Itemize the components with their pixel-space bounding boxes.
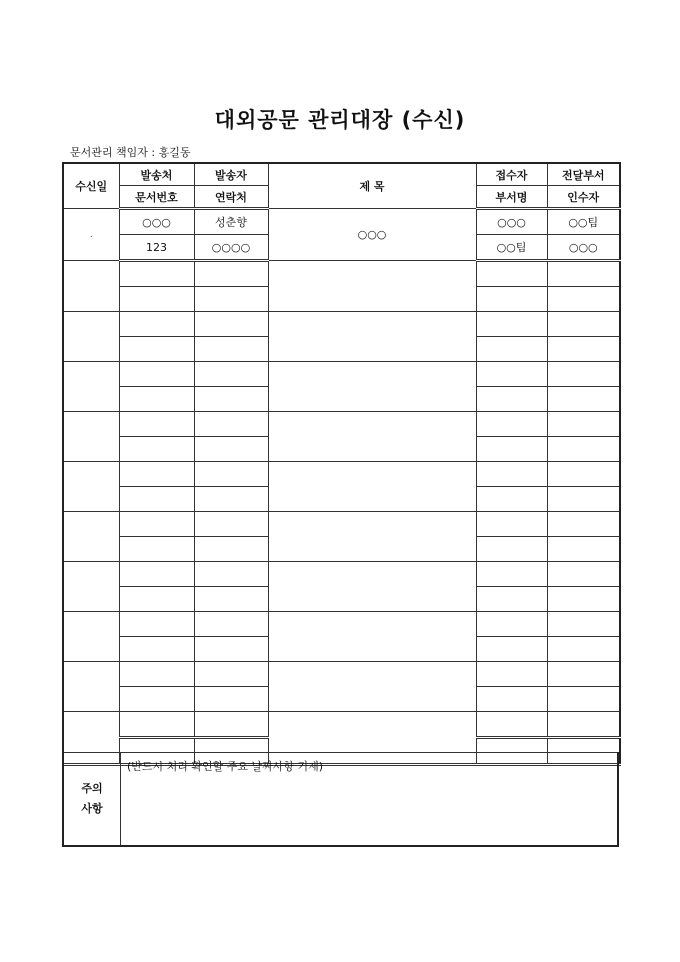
table-row bbox=[63, 312, 620, 337]
header-contact: 연락처 bbox=[194, 186, 268, 209]
contact-cell[interactable] bbox=[194, 687, 268, 712]
notes-label-line2: 사항 bbox=[81, 802, 103, 815]
dept-cell[interactable] bbox=[476, 287, 547, 312]
sender-cell[interactable] bbox=[194, 562, 268, 587]
header-sender-org: 발송처 bbox=[119, 163, 194, 186]
table-row bbox=[63, 261, 620, 287]
sender-org-cell[interactable] bbox=[119, 261, 194, 287]
notes-text[interactable]: (반드시 처리 확인할 주요 날짜사항 기재) bbox=[121, 753, 619, 847]
deliver-dept-cell[interactable] bbox=[547, 462, 620, 487]
sender-cell[interactable] bbox=[194, 512, 268, 537]
receiver-cell[interactable] bbox=[476, 662, 547, 687]
subject-cell[interactable] bbox=[268, 261, 476, 312]
contact-cell[interactable] bbox=[194, 437, 268, 462]
subject-cell[interactable] bbox=[268, 412, 476, 462]
sender-cell[interactable] bbox=[194, 261, 268, 287]
received-date-cell[interactable] bbox=[63, 612, 119, 662]
header-dept: 부서명 bbox=[476, 186, 547, 209]
recipient-cell[interactable] bbox=[547, 337, 620, 362]
recipient-cell[interactable] bbox=[547, 587, 620, 612]
deliver-dept-cell[interactable] bbox=[547, 612, 620, 637]
doc-number-cell[interactable] bbox=[119, 537, 194, 562]
deliver-dept-cell[interactable] bbox=[547, 312, 620, 337]
contact-cell[interactable] bbox=[194, 387, 268, 412]
dept-cell[interactable] bbox=[476, 687, 547, 712]
doc-number-cell[interactable] bbox=[119, 687, 194, 712]
sender-org-cell[interactable] bbox=[119, 362, 194, 387]
doc-number-cell[interactable] bbox=[119, 437, 194, 462]
example-deliver-dept-cell[interactable]: ○○팀 bbox=[547, 209, 620, 235]
deliver-dept-cell[interactable] bbox=[547, 662, 620, 687]
example-receiver-cell[interactable]: ○○○ bbox=[476, 209, 547, 235]
header-received-date: 수신일 bbox=[63, 163, 119, 209]
subject-cell[interactable] bbox=[268, 362, 476, 412]
recipient-cell[interactable] bbox=[547, 487, 620, 512]
sender-cell[interactable] bbox=[194, 312, 268, 337]
contact-cell[interactable] bbox=[194, 337, 268, 362]
dept-cell[interactable] bbox=[476, 587, 547, 612]
deliver-dept-cell[interactable] bbox=[547, 412, 620, 437]
dept-cell[interactable] bbox=[476, 337, 547, 362]
recipient-cell[interactable] bbox=[547, 437, 620, 462]
sender-org-cell[interactable] bbox=[119, 312, 194, 337]
sender-org-cell[interactable] bbox=[119, 612, 194, 637]
notes-table bbox=[62, 752, 619, 847]
subject-cell[interactable] bbox=[268, 512, 476, 562]
example-subject-cell[interactable]: ○○○ bbox=[268, 209, 476, 261]
receiver-cell[interactable] bbox=[476, 412, 547, 437]
example-dept-cell[interactable]: ○○팀 bbox=[476, 235, 547, 261]
receiver-cell[interactable] bbox=[476, 712, 547, 738]
contact-cell[interactable] bbox=[194, 587, 268, 612]
dept-cell[interactable] bbox=[476, 637, 547, 662]
table-row bbox=[63, 512, 620, 537]
subject-cell[interactable] bbox=[268, 462, 476, 512]
contact-cell[interactable] bbox=[194, 487, 268, 512]
recipient-cell[interactable] bbox=[547, 287, 620, 312]
table-row bbox=[63, 362, 620, 387]
subject-cell[interactable] bbox=[268, 312, 476, 362]
sender-cell[interactable] bbox=[194, 662, 268, 687]
receiver-cell[interactable] bbox=[476, 612, 547, 637]
header-recipient: 인수자 bbox=[547, 186, 620, 209]
dept-cell[interactable] bbox=[476, 387, 547, 412]
doc-number-cell[interactable] bbox=[119, 337, 194, 362]
table-row bbox=[63, 712, 620, 738]
receiver-cell[interactable] bbox=[476, 362, 547, 387]
recipient-cell[interactable] bbox=[547, 537, 620, 562]
sender-cell[interactable] bbox=[194, 412, 268, 437]
header-receiver: 접수자 bbox=[476, 163, 547, 186]
header-doc-number: 문서번호 bbox=[119, 186, 194, 209]
notes-label bbox=[63, 753, 121, 847]
sender-org-cell[interactable] bbox=[119, 512, 194, 537]
example-recipient-cell[interactable]: ○○○ bbox=[547, 235, 620, 261]
header-subject: 제 목 bbox=[268, 163, 476, 209]
sender-cell[interactable] bbox=[194, 462, 268, 487]
sender-cell[interactable] bbox=[194, 362, 268, 387]
table-row bbox=[63, 562, 620, 587]
doc-number-cell[interactable] bbox=[119, 487, 194, 512]
received-date-cell[interactable] bbox=[63, 312, 119, 362]
notes-label-line1: 주의 bbox=[81, 782, 103, 795]
sender-org-cell[interactable] bbox=[119, 662, 194, 687]
table-row bbox=[63, 462, 620, 487]
received-date-cell[interactable] bbox=[63, 362, 119, 412]
page-title: 대외공문 관리대장 (수신) bbox=[214, 108, 466, 132]
sender-org-cell[interactable] bbox=[119, 562, 194, 587]
recipient-cell[interactable] bbox=[547, 687, 620, 712]
contact-cell[interactable] bbox=[194, 287, 268, 312]
sender-org-cell[interactable] bbox=[119, 462, 194, 487]
example-sender-org-cell[interactable]: ○○○ bbox=[119, 209, 194, 235]
ledger-table bbox=[62, 162, 621, 766]
doc-number-cell[interactable] bbox=[119, 637, 194, 662]
example-sender-cell[interactable]: 성춘향 bbox=[194, 209, 268, 235]
subject-cell[interactable] bbox=[268, 562, 476, 612]
contact-cell[interactable] bbox=[194, 537, 268, 562]
recipient-cell[interactable] bbox=[547, 387, 620, 412]
subject-cell[interactable] bbox=[268, 612, 476, 662]
received-date-cell[interactable] bbox=[63, 662, 119, 712]
receiver-cell[interactable] bbox=[476, 562, 547, 587]
received-date-cell[interactable] bbox=[63, 412, 119, 462]
document-manager: 문서관리 책임자 : 홍길동 bbox=[70, 146, 191, 159]
table-row bbox=[63, 612, 620, 637]
doc-number-cell[interactable] bbox=[119, 287, 194, 312]
subject-cell[interactable] bbox=[268, 662, 476, 712]
received-date-cell[interactable] bbox=[63, 261, 119, 312]
table-row bbox=[63, 412, 620, 437]
sender-org-cell[interactable] bbox=[119, 412, 194, 437]
deliver-dept-cell[interactable] bbox=[547, 512, 620, 537]
example-doc-number-cell[interactable]: 123 bbox=[119, 235, 194, 261]
sender-org-cell[interactable] bbox=[119, 712, 194, 738]
received-date-cell[interactable] bbox=[63, 562, 119, 612]
deliver-dept-cell[interactable] bbox=[547, 712, 620, 738]
doc-number-cell[interactable] bbox=[119, 587, 194, 612]
receiver-cell[interactable] bbox=[476, 462, 547, 487]
contact-cell[interactable] bbox=[194, 637, 268, 662]
dept-cell[interactable] bbox=[476, 437, 547, 462]
sender-cell[interactable] bbox=[194, 612, 268, 637]
receiver-cell[interactable] bbox=[476, 261, 547, 287]
receiver-cell[interactable] bbox=[476, 312, 547, 337]
deliver-dept-cell[interactable] bbox=[547, 261, 620, 287]
header-deliver-dept: 전달부서 bbox=[547, 163, 620, 186]
example-date-cell[interactable]: . bbox=[63, 209, 119, 261]
sender-cell[interactable] bbox=[194, 712, 268, 738]
received-date-cell[interactable] bbox=[63, 512, 119, 562]
received-date-cell[interactable] bbox=[63, 462, 119, 512]
deliver-dept-cell[interactable] bbox=[547, 562, 620, 587]
deliver-dept-cell[interactable] bbox=[547, 362, 620, 387]
doc-number-cell[interactable] bbox=[119, 387, 194, 412]
header-sender: 발송자 bbox=[194, 163, 268, 186]
dept-cell[interactable] bbox=[476, 537, 547, 562]
receiver-cell[interactable] bbox=[476, 512, 547, 537]
recipient-cell[interactable] bbox=[547, 637, 620, 662]
table-row bbox=[63, 662, 620, 687]
example-contact-cell[interactable]: ○○○○ bbox=[194, 235, 268, 261]
dept-cell[interactable] bbox=[476, 487, 547, 512]
